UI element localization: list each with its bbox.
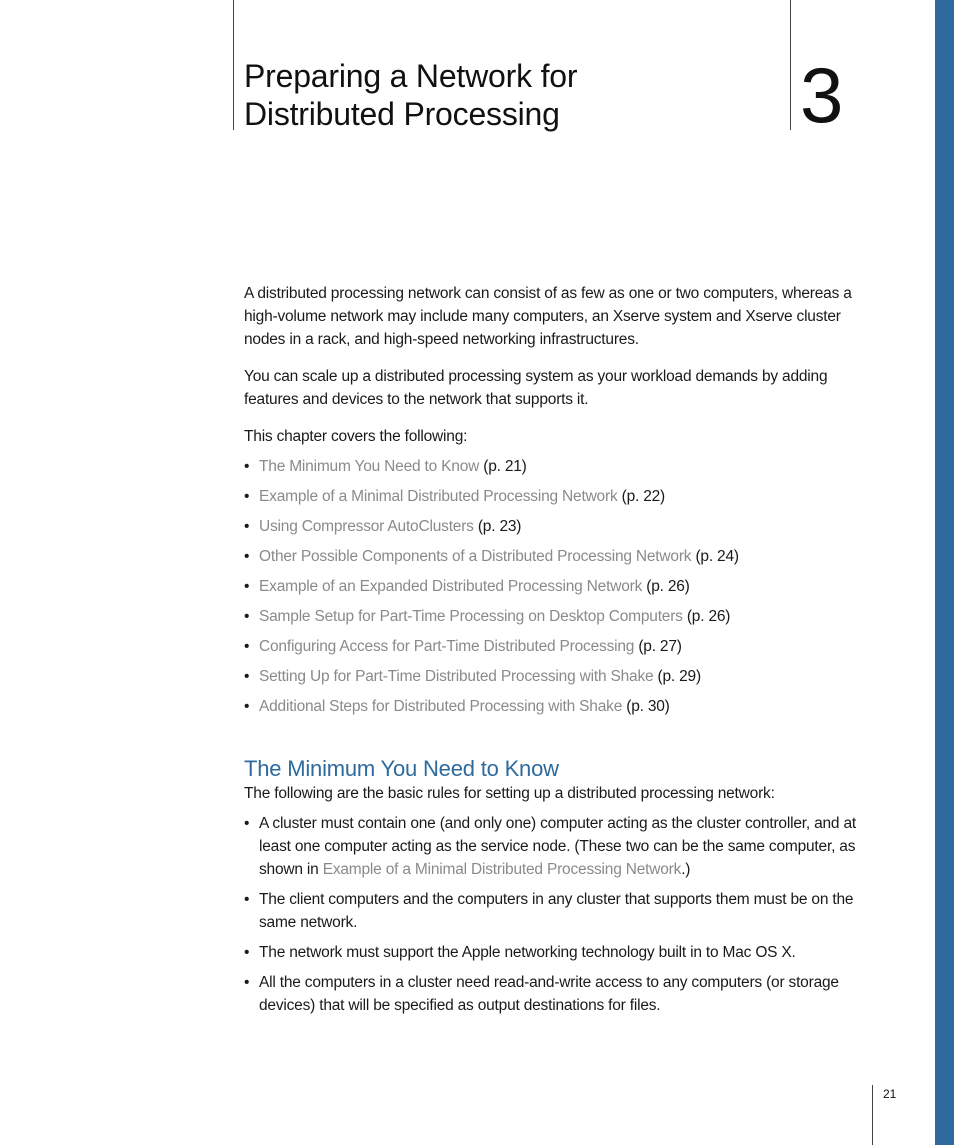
toc-page-ref: (p. 29): [657, 668, 701, 685]
rule-item: [244, 812, 880, 881]
rule-item: [244, 888, 880, 934]
bullet: •: [244, 518, 250, 535]
toc-link[interactable]: The Minimum You Need to Know: [259, 458, 480, 475]
toc-item: [244, 515, 880, 545]
rule-item: [244, 941, 880, 964]
header-rule-right: [790, 0, 791, 130]
toc-item: [244, 545, 880, 575]
toc-link[interactable]: Using Compressor AutoClusters: [259, 518, 474, 535]
bullet: •: [244, 488, 250, 505]
toc-page-ref: (p. 27): [638, 638, 682, 655]
rule-text: The client computers and the computers in any cluster that supports them must be on the same network.: [259, 891, 854, 931]
rule-link[interactable]: Example of a Minimal Distributed Processing Network: [322, 861, 682, 878]
bullet: •: [244, 638, 250, 655]
toc-link[interactable]: Additional Steps for Distributed Processing with Shake: [259, 698, 623, 715]
bullet: •: [244, 458, 250, 475]
toc-link[interactable]: Setting Up for Part-Time Distributed Processing with Shake: [259, 668, 654, 685]
page-body: [244, 282, 880, 1024]
toc-page-ref: (p. 24): [695, 548, 739, 565]
chapter-title-line-2: Distributed Processing: [244, 96, 560, 132]
rule-item: [244, 971, 880, 1017]
toc-link[interactable]: Example of a Minimal Distributed Processing Network: [259, 488, 618, 505]
toc-page-ref: (p. 21): [483, 458, 527, 475]
toc-item: [244, 605, 880, 635]
toc-link[interactable]: Sample Setup for Part-Time Processing on Desktop Computers: [259, 608, 683, 625]
section-heading: The Minimum You Need to Know: [244, 756, 559, 781]
bullet: •: [244, 974, 250, 991]
section-intro: The following are the basic rules for setting up a distributed processing network:: [244, 785, 775, 802]
rule-text: A cluster must contain one (and only one) computer acting as the cluster controller, and at least one computer acting as the service node. (These two can be the same computer, as shown in: [259, 815, 856, 878]
toc-item: [244, 455, 880, 485]
toc-page-ref: (p. 26): [646, 578, 690, 595]
bullet: •: [244, 891, 250, 908]
bullet: •: [244, 944, 250, 961]
toc-page-ref: (p. 30): [626, 698, 670, 715]
toc-page-ref: (p. 22): [621, 488, 666, 505]
intro-paragraph-2: You can scale up a distributed processing system as your workload demands by adding features and devices to the network that supports it.: [244, 368, 828, 408]
bullet: •: [244, 668, 250, 685]
chapter-number: 3: [800, 51, 844, 139]
toc-item: [244, 575, 880, 605]
toc-item: [244, 665, 880, 695]
page-number: 21: [883, 1087, 897, 1101]
bullet: •: [244, 698, 250, 715]
chapter-contents-list: [244, 455, 880, 725]
covers-label: This chapter covers the following:: [244, 428, 468, 445]
header-rule-left: [233, 0, 234, 130]
footer-rule: [872, 1085, 873, 1145]
bullet: •: [244, 548, 250, 565]
rules-list: [244, 812, 880, 1017]
toc-link[interactable]: Configuring Access for Part-Time Distributed Processing: [259, 638, 635, 655]
bullet: •: [244, 578, 250, 595]
toc-link[interactable]: Other Possible Components of a Distributed Processing Network: [259, 548, 692, 565]
bullet: •: [244, 608, 250, 625]
chapter-title-line-1: Preparing a Network for: [244, 58, 578, 94]
rule-text-end: .): [681, 861, 691, 878]
intro-paragraph-1: A distributed processing network can consist of as few as one or two computers, whereas a high-volume network may include many computers, an Xserve system and Xserve cluster nodes in a rack, and high-speed networking infrastructures.: [244, 285, 852, 348]
rule-text: The network must support the Apple networking technology built in to Mac OS X.: [259, 944, 796, 961]
toc-item: [244, 635, 880, 665]
bullet: •: [244, 815, 250, 832]
rule-text: All the computers in a cluster need read-and-write access to any computers (or storage devices) that will be specified as output destinations for files.: [259, 974, 839, 1014]
toc-item: [244, 485, 880, 515]
toc-page-ref: (p. 26): [686, 608, 731, 625]
toc-page-ref: (p. 23): [477, 518, 522, 535]
chapter-title: [244, 57, 577, 133]
toc-item: [244, 695, 880, 725]
chapter-edge-bar: [935, 0, 954, 1145]
toc-link[interactable]: Example of an Expanded Distributed Processing Network: [259, 578, 643, 595]
